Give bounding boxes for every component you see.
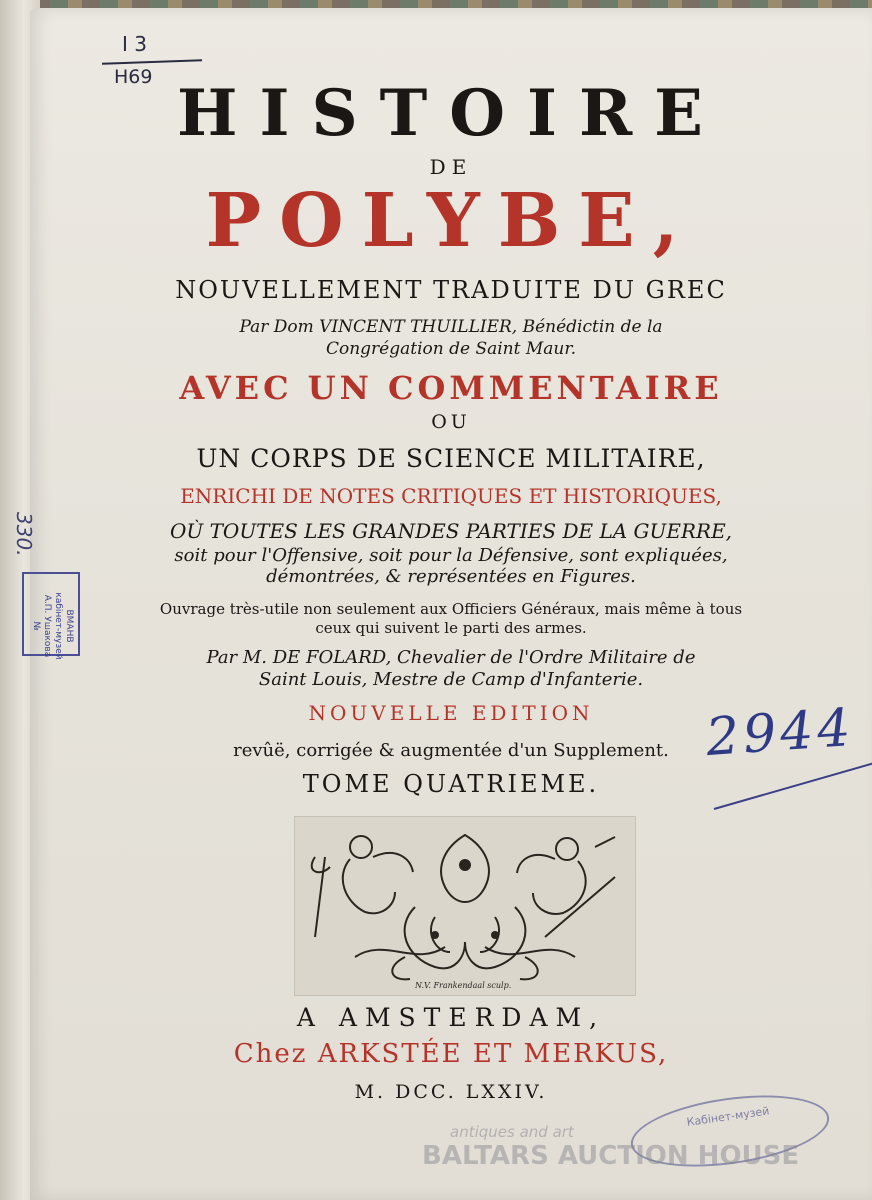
ou-line: OU: [431, 411, 471, 433]
imprint-place: A AMSTERDAM,: [296, 1003, 606, 1032]
imprint-chez: Chez: [233, 1039, 308, 1069]
vignette-illustration: [295, 817, 635, 995]
ouvrage-line-2: ceux qui suivent le parti des armes.: [315, 619, 587, 637]
engraver-signature: N.V. Frankendaal sculp.: [415, 981, 512, 990]
enrichi-notes: ENRICHI DE NOTES CRITIQUES ET HISTORIQUES,: [180, 484, 722, 508]
library-stamp-bottom: Кабінет-музей: [626, 1084, 833, 1177]
printer-vignette: [294, 816, 636, 996]
translator-line-1: Par Dom VINCENT THUILLIER, Bénédictin de la: [239, 317, 663, 337]
soit-line-1: soit pour l'Offensive, soit pour la Défensive, sont expliquées,: [174, 545, 728, 566]
revue-corrigee: revûë, corrigée & augmentée d'un Supplement.: [233, 740, 669, 761]
imprint-publisher: [30, 1039, 872, 1069]
folard-line-1: Par M. DE FOLARD, Chevalier de l'Ordre Militaire de: [206, 647, 696, 668]
handwritten-number: 2944: [704, 697, 857, 769]
library-stamp-side-text: ВМАНВ кабінет-музей А.П. Ушакова №: [31, 592, 74, 660]
ou-toutes-parties: OÙ TOUTES LES GRANDES PARTIES DE LA GUERRE,: [169, 519, 733, 543]
title-de: DE: [429, 155, 473, 179]
corps-science-militaire: UN CORPS DE SCIENCE MILITAIRE,: [196, 444, 706, 473]
title-polybe: POLYBE,: [205, 178, 697, 264]
title-histoire: HISTOIRE: [177, 76, 725, 151]
side-number: 330.: [12, 512, 36, 557]
translator-line-2: Congrégation de Saint Maur.: [325, 339, 577, 359]
ouvrage-line-1: Ouvrage très-utile non seulement aux Officiers Généraux, mais même à tous: [159, 600, 743, 618]
watermark-auction-house: BALTARS AUCTION HOUSE: [422, 1141, 800, 1171]
nouvelle-edition: NOUVELLE EDITION: [308, 701, 594, 725]
tome-quatrieme: TOME QUATRIEME.: [302, 770, 600, 798]
shelfmark-top: I 3: [122, 32, 147, 56]
watermark-tagline: antiques and art: [450, 1123, 574, 1141]
title-page: [30, 8, 872, 1200]
library-stamp-side: [22, 572, 80, 660]
shelfmark-bottom: H69: [114, 66, 153, 88]
shelfmark-rule: [102, 59, 202, 64]
imprint-date: M. DCC. LXXIV.: [354, 1081, 548, 1103]
folard-line-2: Saint Louis, Mestre de Camp d'Infanterie.: [258, 669, 644, 690]
avec-commentaire: AVEC UN COMMENTAIRE: [179, 369, 723, 407]
subtitle-nouvellement: NOUVELLEMENT TRADUITE DU GREC: [175, 276, 727, 304]
soit-line-2: démontrées, & représentées en Figures.: [266, 566, 636, 587]
imprint-publisher-name: ARKSTÉE ET MERKUS,: [317, 1039, 669, 1069]
